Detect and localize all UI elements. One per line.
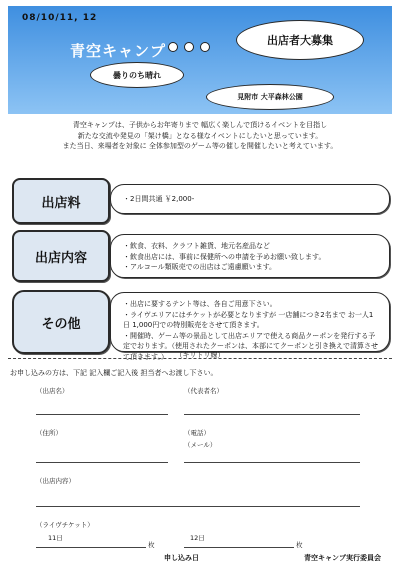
day12-label: 12日 <box>190 534 205 542</box>
representative-field[interactable] <box>184 414 360 415</box>
shop-content-field[interactable] <box>36 506 360 507</box>
organizer-name: 青空キャンプ実行委員会 <box>304 554 381 562</box>
fee-label: 出店料 <box>12 178 110 224</box>
form-intro: お申し込みの方は、下記 記入欄ご記入後 担当者へお渡し下さい。 <box>10 369 218 377</box>
intro-line: 青空キャンプは、子供からお年寄りまで 幅広く楽しんで頂けるイベントを目指し <box>72 121 328 129</box>
email-label: （メール） <box>184 441 217 449</box>
weather-cloud <box>90 62 184 88</box>
fee-item: ・2日間共通 ￥2,000- <box>123 195 195 203</box>
location-cloud <box>206 84 334 110</box>
day11-sheets-unit: 枚 <box>148 541 155 549</box>
fee-body <box>110 184 390 214</box>
shop-name-field[interactable] <box>36 414 168 415</box>
other-item: ・出店に要するテント等は、各自ご用意下さい。 <box>123 300 277 308</box>
other-label: その他 <box>12 290 110 354</box>
ticket-label: （ライヴチケット） <box>36 521 94 529</box>
cut-label: （キリトリ線） <box>175 351 225 359</box>
intro-text <box>0 120 400 152</box>
other-item: ・開催時、ゲーム等の景品として出店エリアで使える商品クーポンを発行する予定でおります。（使用されたクーポンは、本部にてクーポンと引き換えで清算させて頂きます。） <box>123 331 378 361</box>
address-field[interactable] <box>36 462 168 463</box>
content-item: ・飲食出店には、事前に保健所への申請を予めお願い致します。 <box>123 252 326 261</box>
event-dates: 08/10/11, 12 <box>22 13 98 23</box>
day12-sheets-unit: 枚 <box>296 541 303 549</box>
day11-label: 11日 <box>48 534 63 542</box>
decorative-dots <box>168 42 210 52</box>
phone-label: （電話） <box>184 429 210 437</box>
day11-ticket-field[interactable] <box>36 547 146 548</box>
intro-line: 新たな交流や発見の「架け橋」となる様なイベントにしたいと思っています。 <box>77 131 323 140</box>
other-item: ・ライヴエリアにはチケットが必要となりますが 一店舗につき2名まで お一人1日 1,000円での特別販売をさせて頂きます。 <box>123 310 374 329</box>
phone-email-field[interactable] <box>184 462 360 463</box>
shop-name-label: （出店名） <box>36 387 69 395</box>
location-text: 見附市 大平森林公園 <box>237 93 303 101</box>
intro-line: また当日、来場者を対象に 全体参加型のゲーム等の催しを開催したいと考えています。 <box>62 142 338 150</box>
content-label: 出店内容 <box>12 230 110 282</box>
application-date-label: 申し込み日 <box>164 554 199 562</box>
content-item: ・アルコール類販売での出店はご遠慮願います。 <box>123 263 277 271</box>
day12-ticket-field[interactable] <box>184 547 294 548</box>
content-item: ・飲食、衣料、クラフト雑貨、地元名産品など <box>123 242 270 250</box>
representative-label: （代表者名） <box>184 387 223 395</box>
recruit-text: 出店者大募集 <box>267 34 333 47</box>
address-label: （住所） <box>36 429 62 437</box>
content-body <box>110 234 390 278</box>
weather-text: 曇りのち晴れ <box>113 70 161 80</box>
page-title: 青空キャンプ <box>70 42 167 60</box>
shop-content-label: （出店内容） <box>36 477 75 485</box>
recruit-cloud <box>236 20 364 60</box>
